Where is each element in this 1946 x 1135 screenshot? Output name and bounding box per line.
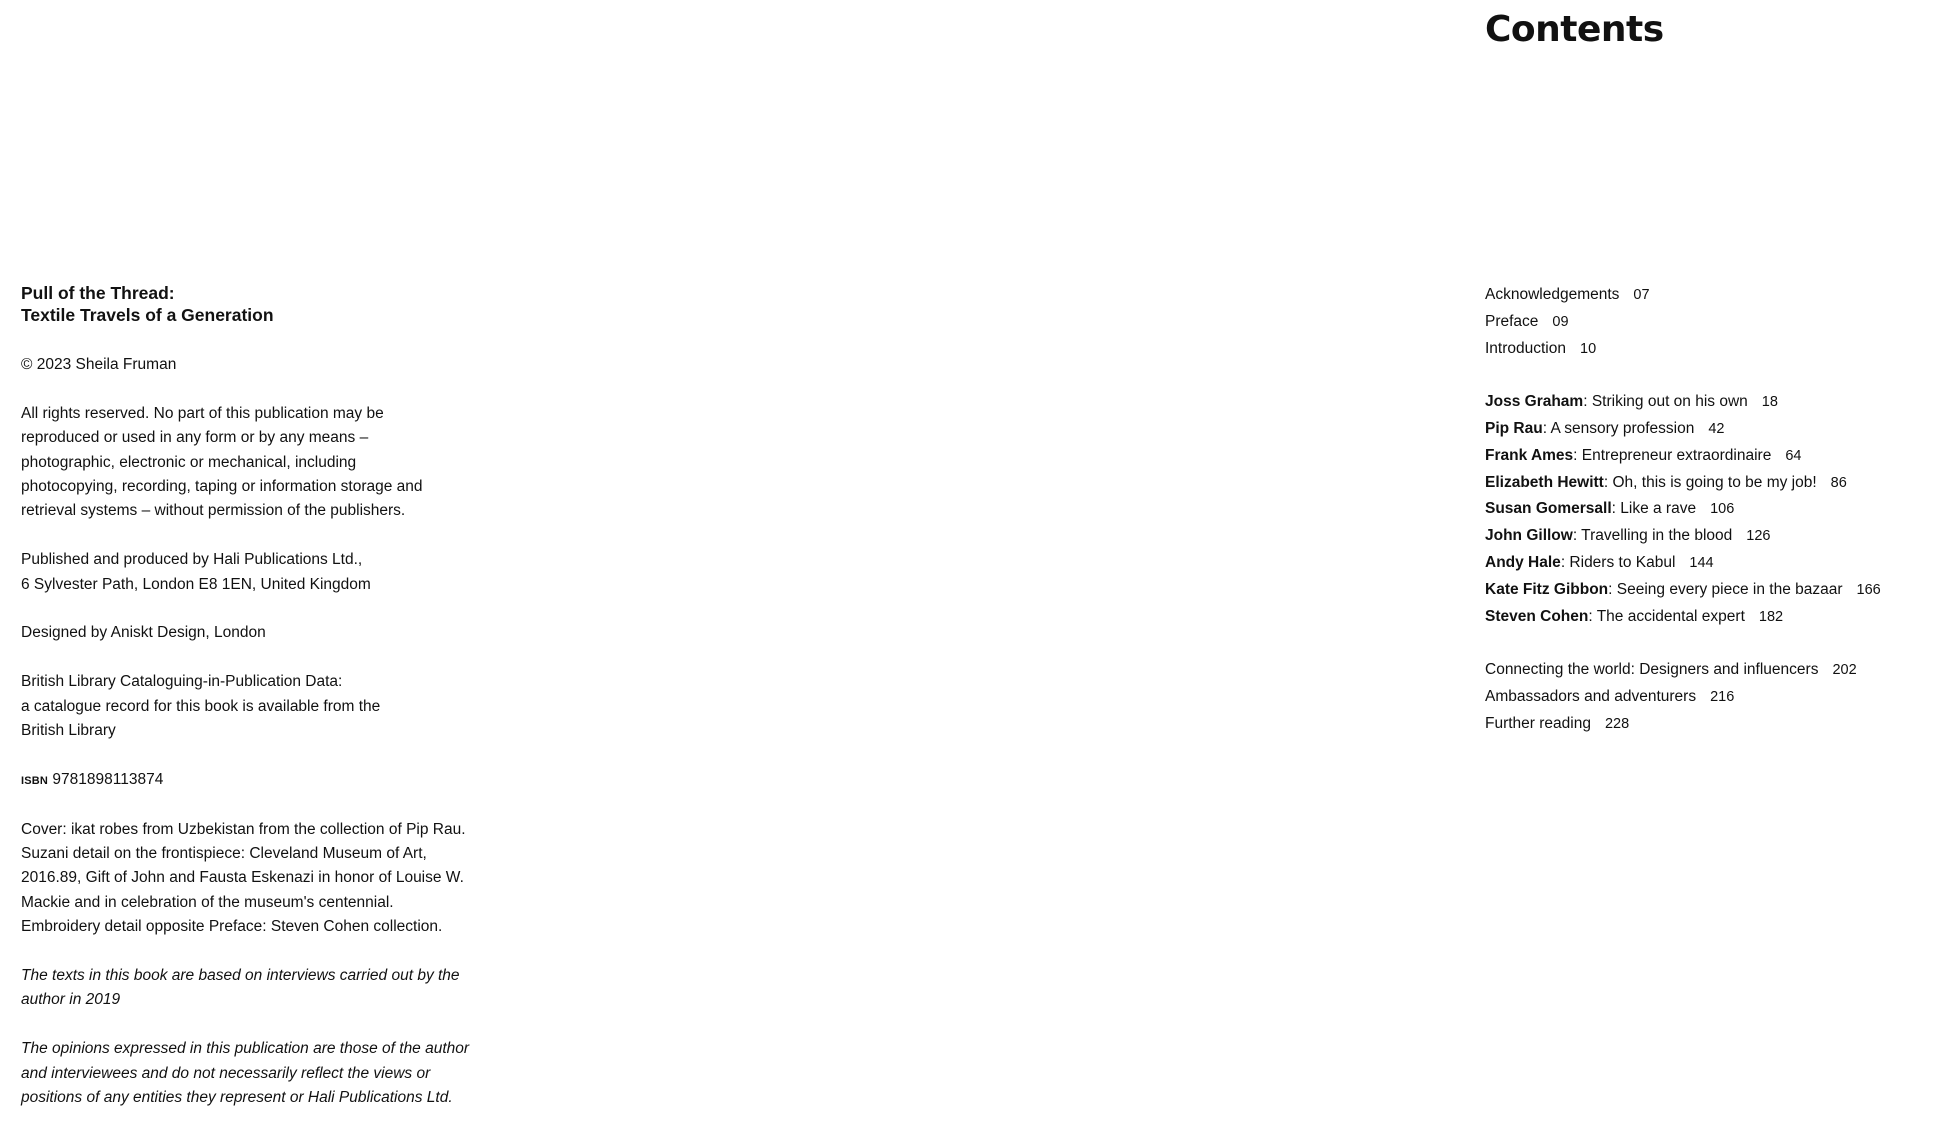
toc-entry-acknowledgements[interactable] — [1485, 282, 1935, 309]
table-of-contents — [1485, 282, 1935, 764]
cataloguing-line: British Library — [21, 722, 116, 740]
chapter-person: John Gillow — [1485, 527, 1573, 545]
rights-line: photographic, electronic or mechanical, including — [21, 453, 357, 471]
cover-credit-line: Suzani detail on the frontispiece: Cleveland Museum of Art, — [21, 845, 427, 863]
toc-page-number: 42 — [1708, 420, 1725, 437]
interviews-note-line: The texts in this book are based on interviews carried out by the — [21, 967, 460, 985]
toc-entry-elizabeth-hewitt[interactable] — [1485, 470, 1935, 497]
chapter-person: Joss Graham — [1485, 393, 1584, 411]
toc-entry-andy-hale[interactable] — [1485, 550, 1935, 577]
chapter-subtitle: : The accidental expert — [1588, 607, 1745, 625]
toc-page-number: 144 — [1689, 554, 1714, 571]
opinions-disclaimer — [21, 1037, 501, 1110]
chapter-list — [1485, 389, 1935, 630]
cover-credit-line: 2016.89, Gift of John and Fausta Eskenazi in honor of Louise W. — [21, 869, 464, 887]
toc-page-number: 182 — [1758, 608, 1784, 625]
toc-entry-susan-gomersall[interactable] — [1485, 496, 1935, 523]
toc-page-number: 166 — [1856, 581, 1881, 598]
chapter-person: Frank Ames — [1485, 446, 1574, 464]
isbn-line — [21, 768, 501, 793]
rights-line: photocopying, recording, taping or information storage and — [21, 478, 423, 496]
cataloguing-data — [21, 670, 501, 743]
rights-statement — [21, 402, 501, 524]
designer-credit — [21, 621, 501, 645]
cataloguing-line: British Library Cataloguing-in-Publication Data: — [21, 673, 343, 691]
toc-label: Acknowledgements — [1485, 286, 1620, 303]
back-matter-list — [1485, 657, 1935, 737]
cover-credit-line: Mackie and in celebration of the museum's centennial. — [21, 893, 394, 911]
toc-page-number: 10 — [1580, 340, 1597, 357]
publisher-info — [21, 548, 501, 597]
chapter-person: Pip Rau — [1485, 419, 1543, 437]
toc-entry-ambassadors[interactable] — [1485, 684, 1935, 711]
publisher-address: 6 Sylvester Path, London E8 1EN, United Kingdom — [21, 575, 371, 593]
toc-page-number: 106 — [1710, 501, 1735, 518]
toc-page-number: 09 — [1552, 313, 1569, 330]
chapter-subtitle: : Oh, this is going to be my job! — [1603, 473, 1817, 491]
toc-label: Preface — [1485, 312, 1539, 330]
toc-entry-pip-rau[interactable] — [1485, 416, 1935, 443]
toc-entry-introduction[interactable] — [1485, 336, 1935, 363]
chapter-person: Andy Hale — [1485, 553, 1561, 571]
publisher-line: Published and produced by Hali Publications Ltd., — [21, 551, 363, 569]
chapter-person: Susan Gomersall — [1485, 500, 1612, 518]
rights-line: reproduced or used in any form or by any means – — [21, 429, 369, 447]
toc-page-number: 126 — [1746, 528, 1771, 545]
toc-page-number: 18 — [1761, 394, 1778, 411]
toc-label: Further reading — [1485, 714, 1591, 732]
book-title — [21, 282, 501, 326]
imprint-page — [21, 282, 501, 1135]
chapter-person: Kate Fitz Gibbon — [1485, 580, 1609, 598]
book-title-line: Pull of the Thread: — [21, 283, 175, 303]
contents-heading: Contents — [1485, 9, 1664, 50]
toc-page-number: 202 — [1832, 662, 1857, 679]
chapter-subtitle: : Seeing every piece in the bazaar — [1608, 580, 1843, 598]
cover-credit-line: Cover: ikat robes from Uzbekistan from the collection of Pip Rau. — [21, 820, 466, 838]
toc-page-number: 228 — [1604, 715, 1630, 732]
toc-entry-further-reading[interactable] — [1485, 711, 1935, 738]
cover-credit-line: Embroidery detail opposite Preface: Steven Cohen collection. — [21, 918, 443, 936]
chapter-subtitle: : A sensory profession — [1542, 419, 1695, 437]
book-subtitle-line: Textile Travels of a Generation — [21, 305, 274, 325]
front-matter-list — [1485, 282, 1935, 362]
toc-label: Introduction — [1485, 339, 1566, 357]
chapter-subtitle: : Entrepreneur extraordinaire — [1573, 446, 1772, 464]
isbn — [21, 768, 501, 793]
chapter-person: Elizabeth Hewitt — [1485, 473, 1604, 491]
toc-page-number: 216 — [1710, 688, 1735, 705]
rights-line: retrieval systems – without permission of the publishers. — [21, 502, 406, 520]
chapter-subtitle: : Riders to Kabul — [1560, 553, 1676, 571]
chapter-subtitle: : Striking out on his own — [1583, 393, 1748, 411]
toc-entry-frank-ames[interactable] — [1485, 443, 1935, 470]
disclaimer-line: and interviewees and do not necessarily reflect the views or — [21, 1064, 431, 1082]
toc-page-number: 64 — [1785, 447, 1802, 464]
toc-entry-joss-graham[interactable] — [1485, 389, 1935, 416]
interviews-note-line: author in 2019 — [21, 991, 121, 1009]
isbn-label: ISBN — [21, 774, 49, 787]
chapter-subtitle: : Like a rave — [1611, 500, 1697, 518]
cataloguing-line: a catalogue record for this book is available from the — [21, 697, 381, 715]
cover-credits — [21, 818, 501, 940]
chapter-subtitle: : Travelling in the blood — [1572, 527, 1733, 545]
toc-entry-john-gillow[interactable] — [1485, 523, 1935, 550]
disclaimer-line: positions of any entities they represent or Hali Publications Ltd. — [21, 1089, 453, 1107]
rights-line: All rights reserved. No part of this publication may be — [21, 404, 384, 422]
toc-label: Ambassadors and adventurers — [1485, 687, 1697, 705]
toc-entry-connecting-the-world[interactable] — [1485, 657, 1935, 684]
toc-page-number: 86 — [1830, 474, 1847, 491]
designer-line: Designed by Aniskt Design, London — [21, 624, 266, 642]
toc-entry-preface[interactable] — [1485, 309, 1935, 336]
toc-entry-kate-fitz-gibbon[interactable] — [1485, 577, 1935, 604]
chapter-person: Steven Cohen — [1485, 607, 1589, 625]
toc-page-number: 07 — [1633, 287, 1650, 303]
isbn-number: 9781898113874 — [52, 770, 164, 788]
toc-label: Connecting the world: Designers and influencers — [1485, 661, 1819, 679]
disclaimer-line: The opinions expressed in this publication are those of the author — [21, 1040, 470, 1058]
toc-entry-steven-cohen[interactable] — [1485, 604, 1935, 631]
copyright-notice — [21, 353, 501, 377]
copyright-line: © 2023 Sheila Fruman — [21, 356, 177, 373]
interviews-note — [21, 964, 501, 1013]
